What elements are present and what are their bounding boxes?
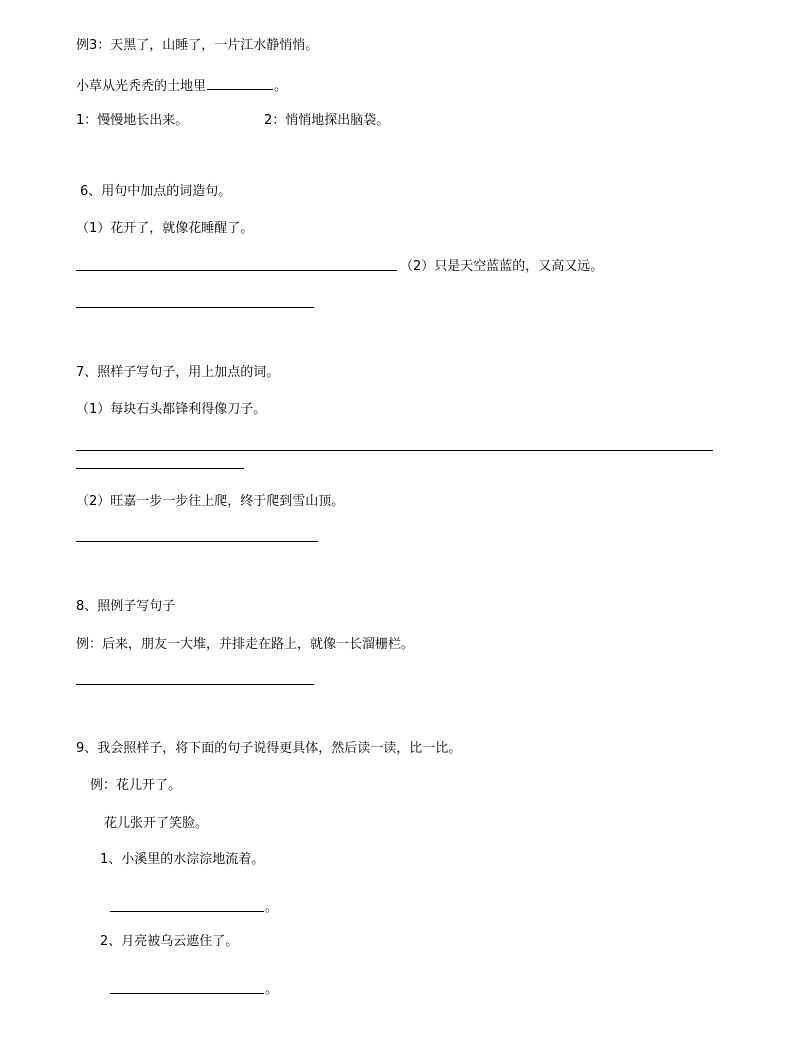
q8-title: 8、照例子写句子 bbox=[76, 599, 176, 614]
q7-answer-line-1b[interactable] bbox=[76, 468, 244, 469]
q9-item-2: 2、月亮被乌云遮住了。 bbox=[100, 934, 239, 949]
q9-example-label: 例：花儿开了。 bbox=[90, 778, 182, 793]
q9-answer-line-1[interactable] bbox=[110, 911, 264, 912]
q6-answer-line-2[interactable] bbox=[76, 307, 314, 308]
q6-title: 6、用句中加点的词造句。 bbox=[80, 184, 232, 199]
example3-fill-line bbox=[76, 76, 287, 95]
example3-prompt: 小草从光秃秃的土地里 bbox=[76, 79, 207, 94]
example3-option-1: 1：慢慢地长出来。 bbox=[76, 113, 189, 128]
example3-blank[interactable] bbox=[207, 76, 273, 90]
q9-answer-1-period: 。 bbox=[265, 900, 279, 915]
example3-period: 。 bbox=[274, 79, 288, 94]
q9-answer-2-period: 。 bbox=[265, 982, 279, 997]
q6-item-2: （2）只是天空蓝蓝的，又高又远。 bbox=[400, 259, 604, 274]
q9-answer-line-2[interactable] bbox=[110, 993, 264, 994]
example3-option-2: 2：悄悄地探出脑袋。 bbox=[264, 113, 390, 128]
q7-answer-line-1a[interactable] bbox=[76, 450, 713, 451]
q9-title: 9、我会照样子，将下面的句子说得更具体，然后读一读，比一比。 bbox=[76, 741, 462, 756]
q7-answer-line-2[interactable] bbox=[76, 541, 318, 542]
q9-example-answer: 花儿张开了笑脸。 bbox=[104, 816, 209, 831]
q6-answer-line-1[interactable] bbox=[76, 270, 397, 271]
q8-example: 例：后来，朋友一大堆，并排走在路上，就像一长溜栅栏。 bbox=[76, 637, 415, 652]
q7-title: 7、照样子写句子，用上加点的词。 bbox=[76, 365, 280, 380]
q8-answer-line[interactable] bbox=[76, 684, 314, 685]
q6-item-1: （1）花开了，就像花睡醒了。 bbox=[76, 221, 254, 236]
q7-item-2: （2）旺嘉一步一步往上爬，终于爬到雪山顶。 bbox=[76, 494, 345, 509]
q7-item-1: （1）每块石头都锋利得像刀子。 bbox=[76, 402, 267, 417]
example3-sentence: 例3：天黑了，山睡了，一片江水静悄悄。 bbox=[76, 38, 319, 53]
q9-item-1: 1、小溪里的水淙淙地流着。 bbox=[100, 852, 265, 867]
